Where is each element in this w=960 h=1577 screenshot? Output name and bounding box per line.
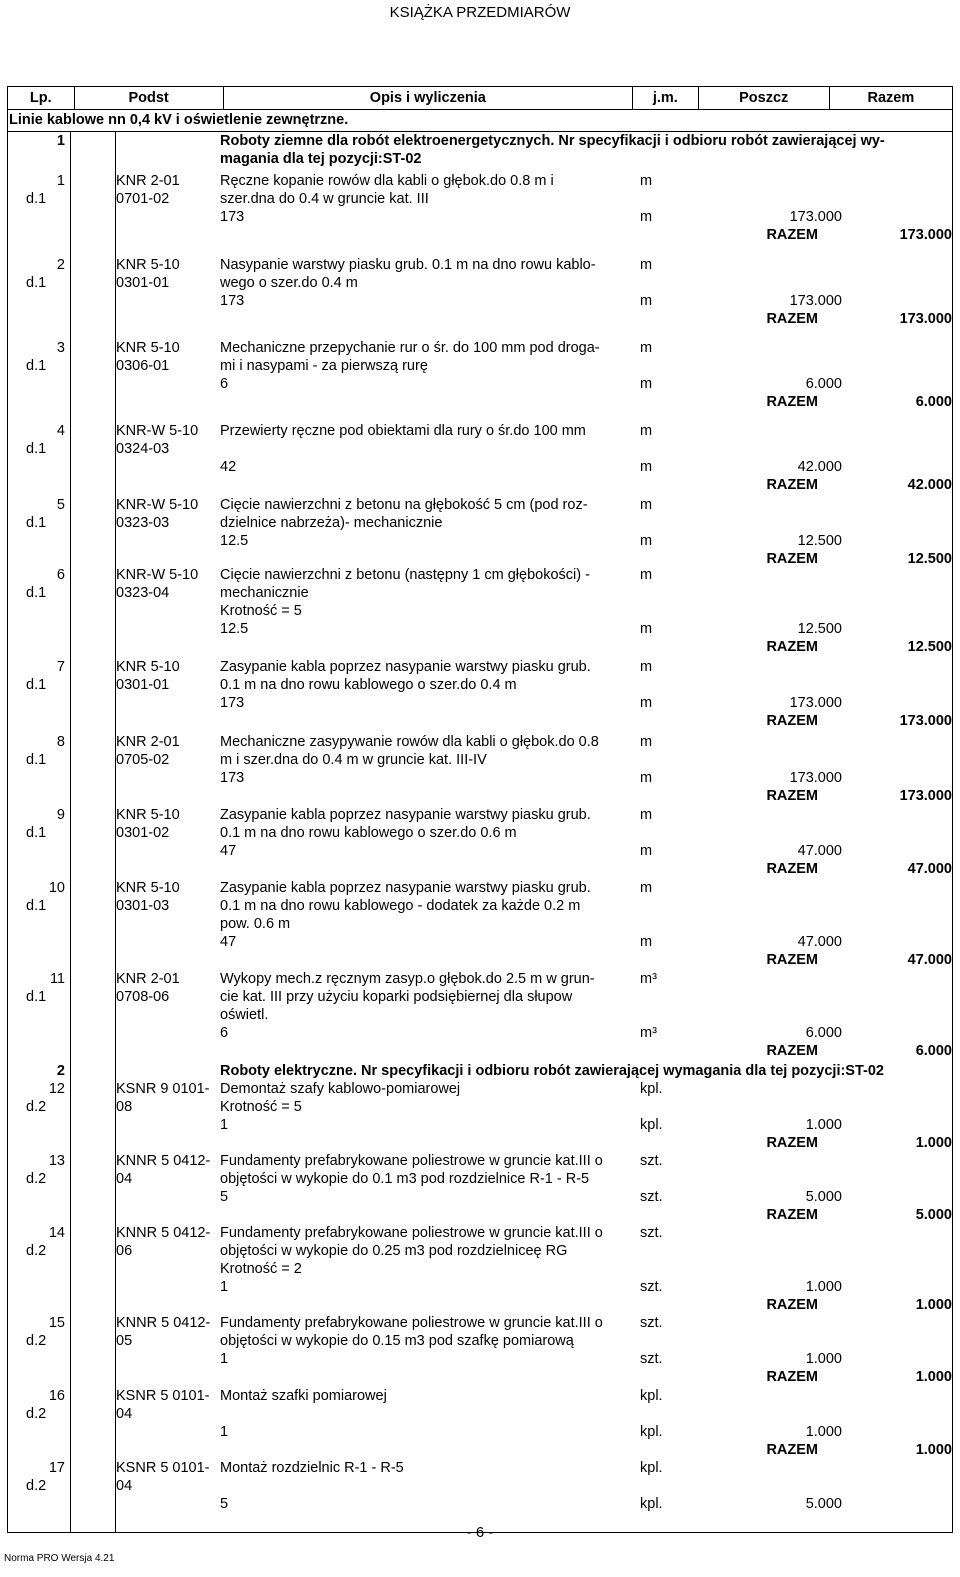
- item-podst: KNNR 5 0412-: [116, 1225, 211, 1241]
- item-jm: szt.: [640, 1315, 663, 1331]
- item-calc-jm: kpl.: [640, 1496, 663, 1512]
- razem-label: RAZEM: [766, 477, 818, 493]
- item-lp-suffix: d.2: [26, 1478, 47, 1494]
- item-description: szer.dna do 0.4 w gruncie kat. III: [220, 191, 429, 207]
- item-poszcz: 173.000: [789, 293, 842, 309]
- item-podst: KNR 5-10: [116, 807, 180, 823]
- item-jm: m: [640, 734, 653, 750]
- page-number: - 6 -: [466, 1524, 494, 1541]
- item-podst: 0705-02: [116, 752, 170, 768]
- item-podst: KNNR 5 0412-: [116, 1315, 211, 1331]
- item-calc-jm: szt.: [640, 1351, 663, 1367]
- item-lp: 10: [48, 880, 65, 896]
- item-lp-suffix: d.2: [26, 1099, 47, 1115]
- item-description: Mechaniczne przepychanie rur o śr. do 100 mm pod droga-: [220, 340, 600, 356]
- item-calc-jm: szt.: [640, 1189, 663, 1205]
- item-podst: 06: [116, 1243, 133, 1259]
- item-jm: szt.: [640, 1225, 663, 1241]
- header-lp: Lp.: [8, 87, 75, 109]
- item-poszcz: 173.000: [789, 770, 842, 786]
- item-calc: 6: [220, 1025, 229, 1041]
- item-calc: 5: [220, 1496, 229, 1512]
- item-lp-suffix: d.2: [26, 1171, 47, 1187]
- item-description: Krotność = 2: [220, 1261, 302, 1277]
- item-lp-suffix: d.2: [26, 1333, 47, 1349]
- razem-label: RAZEM: [766, 227, 818, 243]
- item-podst: KNR 5-10: [116, 340, 180, 356]
- razem-label: RAZEM: [766, 311, 818, 327]
- item-lp: 14: [48, 1225, 65, 1241]
- item-description: dzielnice nabrzeża)- mechanicznie: [220, 515, 443, 531]
- item-description: Przewierty ręczne pod obiektami dla rury o śr.do 100 mm: [220, 423, 586, 439]
- item-podst: KNR 5-10: [116, 880, 180, 896]
- item-podst: KSNR 5 0101-: [116, 1388, 210, 1404]
- przedmiar-table: [7, 86, 953, 1533]
- item-lp: 4: [56, 423, 65, 439]
- item-description: 0.1 m na dno rowu kablowego - dodatek za każde 0.2 m: [220, 898, 581, 914]
- table-body: [7, 132, 953, 1533]
- item-lp: 7: [56, 659, 65, 675]
- header-poszcz: Poszcz: [699, 87, 830, 109]
- header-opis: Opis i wyliczenia: [224, 87, 633, 109]
- item-podst: KNR 2-01: [116, 173, 180, 189]
- item-podst: KSNR 5 0101-: [116, 1460, 210, 1476]
- item-jm: m: [640, 257, 653, 273]
- group-title: Roboty ziemne dla robót elektroenergetycznych. Nr specyfikacji i odbioru robót zawierającej wy-: [220, 133, 885, 149]
- item-poszcz: 47.000: [797, 934, 842, 950]
- item-jm: m: [640, 340, 653, 356]
- item-poszcz: 173.000: [789, 209, 842, 225]
- table-header: [7, 86, 953, 110]
- item-podst: KNR 5-10: [116, 659, 180, 675]
- item-description: Nasypanie warstwy piasku grub. 0.1 m na dno rowu kablo-: [220, 257, 596, 273]
- item-description: Cięcie nawierzchni z betonu (następny 1 cm głębokości) -: [220, 567, 590, 583]
- item-description: Fundamenty prefabrykowane poliestrowe w gruncie kat.III o: [220, 1315, 603, 1331]
- item-razem: 5.000: [915, 1207, 952, 1223]
- item-lp-suffix: d.1: [26, 825, 47, 841]
- item-podst: KNR-W 5-10: [116, 567, 199, 583]
- razem-label: RAZEM: [766, 713, 818, 729]
- item-description: Montaż szafki pomiarowej: [220, 1388, 387, 1404]
- item-podst: 0701-02: [116, 191, 170, 207]
- item-razem: 6.000: [915, 1043, 952, 1059]
- razem-label: RAZEM: [766, 952, 818, 968]
- header-jm: j.m.: [633, 87, 699, 109]
- item-jm: m³: [640, 971, 657, 987]
- item-calc-jm: m: [640, 770, 653, 786]
- item-description: Krotność = 5: [220, 603, 302, 619]
- item-description: Fundamenty prefabrykowane poliestrowe w gruncie kat.III o: [220, 1225, 603, 1241]
- item-lp: 9: [56, 807, 65, 823]
- item-podst: 0301-03: [116, 898, 170, 914]
- item-poszcz: 1.000: [805, 1279, 842, 1295]
- item-podst: 04: [116, 1406, 133, 1422]
- group-title: Roboty elektryczne. Nr specyfikacji i odbioru robót zawierającej wymagania dla tej pozycji:ST-02: [220, 1063, 884, 1079]
- item-description: oświetl.: [220, 1007, 269, 1023]
- page-title: KSIĄŻKA PRZEDMIARÓW: [389, 4, 571, 21]
- section-title: Linie kablowe nn 0,4 kV i oświetlenie zewnętrzne.: [7, 110, 953, 132]
- item-calc-jm: szt.: [640, 1279, 663, 1295]
- razem-label: RAZEM: [766, 1135, 818, 1151]
- item-podst: 0323-04: [116, 585, 170, 601]
- item-podst: 0301-02: [116, 825, 170, 841]
- item-razem: 1.000: [915, 1442, 952, 1458]
- item-razem: 47.000: [907, 952, 952, 968]
- item-calc: 1: [220, 1424, 229, 1440]
- item-description: Fundamenty prefabrykowane poliestrowe w gruncie kat.III o: [220, 1153, 603, 1169]
- item-lp-suffix: d.1: [26, 515, 47, 531]
- item-calc: 12.5: [220, 533, 249, 549]
- item-calc-jm: kpl.: [640, 1117, 663, 1133]
- item-description: wego o szer.do 0.4 m: [220, 275, 358, 291]
- razem-label: RAZEM: [766, 639, 818, 655]
- item-jm: m: [640, 423, 653, 439]
- item-lp-suffix: d.1: [26, 898, 47, 914]
- item-calc: 1: [220, 1117, 229, 1133]
- item-description: mechanicznie: [220, 585, 309, 601]
- item-podst: KSNR 9 0101-: [116, 1081, 210, 1097]
- item-podst: KNR-W 5-10: [116, 423, 199, 439]
- item-calc-jm: m: [640, 695, 653, 711]
- item-poszcz: 42.000: [797, 459, 842, 475]
- item-poszcz: 1.000: [805, 1117, 842, 1133]
- item-description: objętości w wykopie do 0.15 m3 pod szafkę pomiarową: [220, 1333, 574, 1349]
- item-calc: 47: [220, 934, 237, 950]
- item-podst: KNR 2-01: [116, 971, 180, 987]
- item-podst: 0708-06: [116, 989, 170, 1005]
- item-podst: 0324-03: [116, 441, 170, 457]
- item-description: Zasypanie kabla poprzez nasypanie warstwy piasku grub.: [220, 880, 591, 896]
- item-description: Ręczne kopanie rowów dla kabli o głębok.do 0.8 m i: [220, 173, 554, 189]
- item-lp-suffix: d.2: [26, 1243, 47, 1259]
- item-calc: 173: [220, 695, 245, 711]
- item-calc: 173: [220, 770, 245, 786]
- item-lp-suffix: d.1: [26, 677, 47, 693]
- item-lp-suffix: d.1: [26, 989, 47, 1005]
- item-lp: 8: [56, 734, 65, 750]
- item-jm: m: [640, 807, 653, 823]
- item-lp: 3: [56, 340, 65, 356]
- item-razem: 42.000: [907, 477, 952, 493]
- item-jm: kpl.: [640, 1460, 663, 1476]
- item-poszcz: 12.500: [797, 533, 842, 549]
- item-description: Zasypanie kabla poprzez nasypanie warstwy piasku grub.: [220, 659, 591, 675]
- item-lp: 2: [56, 257, 65, 273]
- item-calc: 47: [220, 843, 237, 859]
- item-jm: m: [640, 880, 653, 896]
- razem-label: RAZEM: [766, 788, 818, 804]
- item-calc: 1: [220, 1279, 229, 1295]
- item-razem: 1.000: [915, 1369, 952, 1385]
- item-calc: 173: [220, 209, 245, 225]
- item-description: Wykopy mech.z ręcznym zasyp.o głębok.do 2.5 m w grun-: [220, 971, 595, 987]
- group-number: 2: [56, 1063, 65, 1079]
- item-podst: 05: [116, 1333, 133, 1349]
- item-razem: 173.000: [899, 713, 952, 729]
- item-calc-jm: m: [640, 533, 653, 549]
- item-lp: 15: [48, 1315, 65, 1331]
- item-jm: szt.: [640, 1153, 663, 1169]
- item-calc: 12.5: [220, 621, 249, 637]
- item-description: objętości w wykopie do 0.25 m3 pod rozdzielniceę RG: [220, 1243, 568, 1259]
- item-lp-suffix: d.1: [26, 275, 47, 291]
- item-description: Zasypanie kabla poprzez nasypanie warstwy piasku grub.: [220, 807, 591, 823]
- item-lp: 5: [56, 497, 65, 513]
- item-podst: KNR 5-10: [116, 257, 180, 273]
- item-jm: kpl.: [640, 1081, 663, 1097]
- item-lp-suffix: d.1: [26, 358, 47, 374]
- item-lp-suffix: d.1: [26, 585, 47, 601]
- item-lp: 12: [48, 1081, 65, 1097]
- item-calc: 6: [220, 376, 229, 392]
- item-description: cie kat. III przy użyciu koparki podsiębiernej dla słupow: [220, 989, 573, 1005]
- item-calc-jm: m³: [640, 1025, 657, 1041]
- razem-label: RAZEM: [766, 394, 818, 410]
- item-calc: 5: [220, 1189, 229, 1205]
- item-lp-suffix: d.1: [26, 441, 47, 457]
- item-razem: 47.000: [907, 861, 952, 877]
- item-razem: 1.000: [915, 1135, 952, 1151]
- item-jm: m: [640, 659, 653, 675]
- razem-label: RAZEM: [766, 1442, 818, 1458]
- item-podst: KNNR 5 0412-: [116, 1153, 211, 1169]
- item-description: objętości w wykopie do 0.1 m3 pod rozdzielnice R-1 - R-5: [220, 1171, 590, 1187]
- item-calc: 1: [220, 1351, 229, 1367]
- item-calc-jm: m: [640, 376, 653, 392]
- item-podst: 0306-01: [116, 358, 170, 374]
- item-description: Mechaniczne zasypywanie rowów dla kabli o głębok.do 0.8: [220, 734, 599, 750]
- item-poszcz: 5.000: [805, 1189, 842, 1205]
- item-jm: m: [640, 173, 653, 189]
- group-title: magania dla tej pozycji:ST-02: [220, 151, 422, 167]
- razem-label: RAZEM: [766, 551, 818, 567]
- item-razem: 1.000: [915, 1297, 952, 1313]
- item-calc-jm: m: [640, 843, 653, 859]
- item-lp: 13: [48, 1153, 65, 1169]
- razem-label: RAZEM: [766, 1043, 818, 1059]
- item-calc: 173: [220, 293, 245, 309]
- item-poszcz: 6.000: [805, 1025, 842, 1041]
- item-description: m i szer.dna do 0.4 m w gruncie kat. III-IV: [220, 752, 487, 768]
- item-podst: 04: [116, 1171, 133, 1187]
- item-description: pow. 0.6 m: [220, 916, 291, 932]
- header-razem: Razem: [867, 90, 915, 106]
- item-lp-suffix: d.1: [26, 191, 47, 207]
- item-razem: 173.000: [899, 311, 952, 327]
- item-calc-jm: m: [640, 621, 653, 637]
- item-poszcz: 5.000: [805, 1496, 842, 1512]
- item-calc: 42: [220, 459, 237, 475]
- item-calc-jm: m: [640, 293, 653, 309]
- item-poszcz: 6.000: [805, 376, 842, 392]
- item-calc-jm: m: [640, 934, 653, 950]
- item-razem: 173.000: [899, 227, 952, 243]
- header-podst: Podst: [75, 87, 224, 109]
- item-podst: 04: [116, 1478, 133, 1494]
- item-lp: 11: [49, 971, 65, 987]
- item-jm: m: [640, 567, 653, 583]
- item-calc-jm: m: [640, 459, 653, 475]
- item-description: mi i nasypami - za pierwszą rurę: [220, 358, 428, 374]
- item-description: 0.1 m na dno rowu kablowego o szer.do 0.4 m: [220, 677, 517, 693]
- item-razem: 6.000: [915, 394, 952, 410]
- item-poszcz: 1.000: [805, 1351, 842, 1367]
- item-poszcz: 173.000: [789, 695, 842, 711]
- software-version: Norma PRO Wersja 4.21: [4, 1553, 115, 1564]
- item-podst: 0323-03: [116, 515, 170, 531]
- item-description: Demontaż szafy kablowo-pomiarowej: [220, 1081, 461, 1097]
- item-podst: KNR-W 5-10: [116, 497, 199, 513]
- item-razem: 173.000: [899, 788, 952, 804]
- item-lp: 1: [56, 173, 65, 189]
- group-number: 1: [56, 133, 65, 149]
- item-lp: 16: [48, 1388, 65, 1404]
- item-description: Cięcie nawierzchni z betonu na głębokość 5 cm (pod roz-: [220, 497, 588, 513]
- razem-label: RAZEM: [766, 1369, 818, 1385]
- item-poszcz: 12.500: [797, 621, 842, 637]
- item-poszcz: 1.000: [805, 1424, 842, 1440]
- item-description: 0.1 m na dno rowu kablowego o szer.do 0.6 m: [220, 825, 517, 841]
- item-calc-jm: kpl.: [640, 1424, 663, 1440]
- item-lp-suffix: d.2: [26, 1406, 47, 1422]
- item-description: Krotność = 5: [220, 1099, 302, 1115]
- item-poszcz: 47.000: [797, 843, 842, 859]
- item-podst: 0301-01: [116, 677, 170, 693]
- item-razem: 12.500: [907, 551, 952, 567]
- item-razem: 12.500: [907, 639, 952, 655]
- item-lp: 6: [56, 567, 65, 583]
- item-description: Montaż rozdzielnic R-1 - R-5: [220, 1460, 404, 1476]
- item-jm: kpl.: [640, 1388, 663, 1404]
- item-lp-suffix: d.1: [26, 752, 47, 768]
- item-podst: 08: [116, 1099, 133, 1115]
- item-podst: 0301-01: [116, 275, 170, 291]
- razem-label: RAZEM: [766, 1297, 818, 1313]
- razem-label: RAZEM: [766, 1207, 818, 1223]
- razem-label: RAZEM: [766, 861, 818, 877]
- item-calc-jm: m: [640, 209, 653, 225]
- item-jm: m: [640, 497, 653, 513]
- item-podst: KNR 2-01: [116, 734, 180, 750]
- item-lp: 17: [48, 1460, 65, 1476]
